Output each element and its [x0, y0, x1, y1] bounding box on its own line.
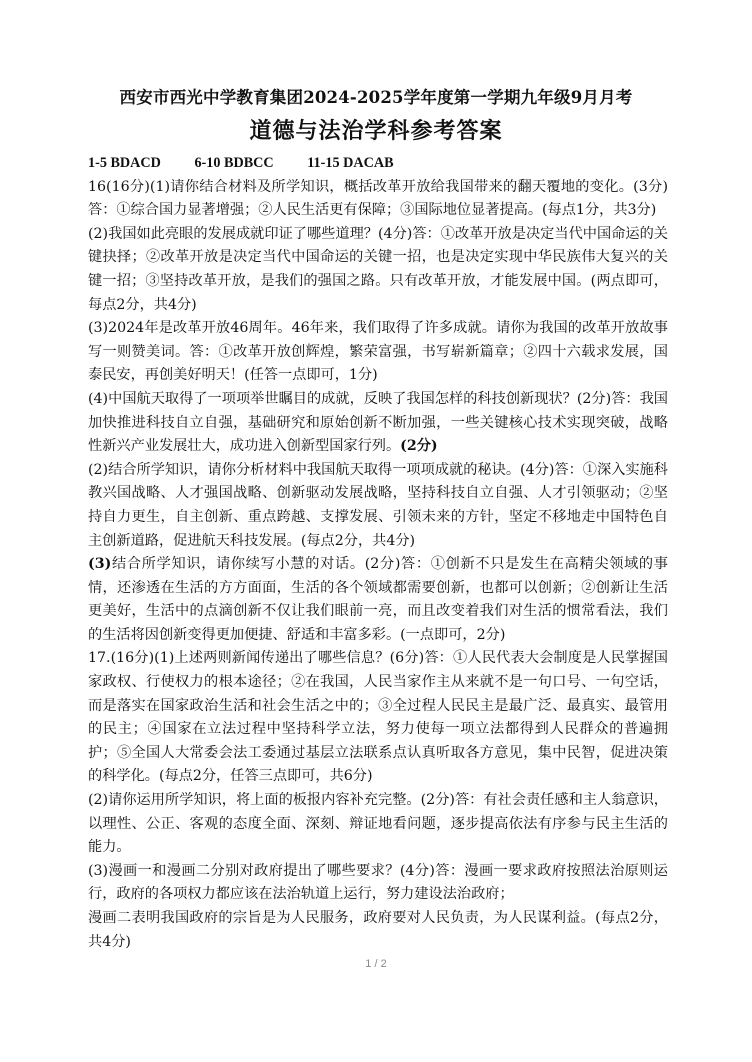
choice-answers-1-5: 1-5 BDACD — [88, 155, 161, 171]
q16-part6 — [88, 553, 668, 647]
q16-part6-number: (3) — [88, 556, 112, 573]
q17-part4: 漫画二表明我国政府的宗旨是为人民服务，政府要对人民负责，为人民谋利益。(每点2分，共4分) — [88, 910, 668, 950]
answer-content — [88, 152, 668, 954]
choice-answers-6-10: 6-10 BDBCC — [194, 155, 274, 171]
choice-answers — [88, 152, 668, 176]
choice-answers-11-15: 11-15 DACAB — [307, 155, 394, 171]
q16-part1: 16(16分)(1)请你结合材料及所学知识，概括改革开放给我国带来的翻天覆地的变化。(3分)答：①综合国力显著增强；②人民生活更有保障；③国际地位显著提高。(每点1分，共3分) — [88, 178, 668, 219]
q17-part3: (3)漫画一和漫画二分别对政府提出了哪些要求？(4分)答：漫画一要求政府按照法治原则运行，政府的各项权力都应该在法治轨道上运行，努力建设法治政府； — [88, 862, 668, 903]
q16-part4 — [88, 388, 668, 459]
q16-part4-text: (4)中国航天取得了一项项举世瞩目的成就，反映了我国怎样的科技创新现状？(2分)答：我国加快推进科技自立自强，基础研究和原始创新不断加强，一些关键核心技术实现突破，战略性新兴产业发展壮大，成功进入创新型国家行列。 — [88, 390, 668, 455]
page-indicator: 1 / 2 — [365, 958, 387, 970]
q16-part4-score: (2分) — [400, 438, 438, 455]
q17-part1: 17.(16分)(1)上述两则新闻传递出了哪些信息？(6分)答：①人民代表大会制度是人民掌握国家政权、行使权力的根本途径；②在我国，人民当家作主从来就不是一句口号、一句空话，而是落实在国家政治生活和社会生活之中的；③全过程人民民主是最广泛、最真实、最管用的民主；④国家在立法过程中坚持科学立法，努力使每一项立法都得到人民群众的普遍拥护；⑤全国人大常委会法工委通过基层立法联系点认真听取各方意见，集中民智，促进决策的科学化。(每点2分，任答三点即可，共6分) — [88, 650, 668, 785]
q16-part3: (3)2024年是改革开放46周年。46年来，我们取得了许多成就。请你为我国的改革开放故事写一则赞美词。答：①改革开放创辉煌，繁荣富强，书写崭新篇章；②四十六载求发展，国泰民安，再创美好明天！(任答一点即可，1分) — [88, 320, 668, 384]
q16-part5: (2)结合所学知识，请你分析材料中我国航天取得一项项成就的秘诀。(4分)答：①深入实施科教兴国战略、人才强国战略、创新驱动发展战略，坚持科技自立自强、人才引领驱动；②坚持自力更生，自主创新、重点跨越、支撑发展、引领未来的方针，坚定不移地走中国特色自主创新道路，促进航天科技发展。(每点2分，共4分) — [88, 461, 668, 549]
q16-part2: (2)我国如此亮眼的发展成就印证了哪些道理？(4分)答：①改革开放是决定当代中国命运的关键抉择；②改革开放是决定当代中国命运的关键一招，也是决定实现中华民族伟大复兴的关键一招；③坚持改革开放，是我们的强国之路。只有改革开放，才能发展中国。(两点即可，每点2分，共4分) — [88, 225, 668, 313]
document-title: 西安市西光中学教育集团2024-2025学年度第一学期九年级9月月考 — [119, 88, 633, 107]
document-subtitle: 道德与法治学科参考答案 — [249, 118, 503, 144]
q16-part6-text: 结合所学知识，请你续写小慧的对话。(2分)答：①创新不只是发生在高精尖领域的事情，还渗透在生活的方方面面，生活的各个领域都需要创新，也都可以创新；②创新让生活更美好，生活中的点滴创新不仅让我们眼前一亮，而且改变着我们对生活的惯常看法，我们的生活将因创新变得更加便捷、舒适和丰富多彩。(一点即可，2分) — [88, 556, 668, 643]
q17-part2: (2)请你运用所学知识，将上面的板报内容补充完整。(2分)答：有社会责任感和主人翁意识，以理性、公正、客观的态度全面、深刻、辩证地看问题，逐步提高依法有序参与民主生活的能力。 — [88, 792, 668, 856]
